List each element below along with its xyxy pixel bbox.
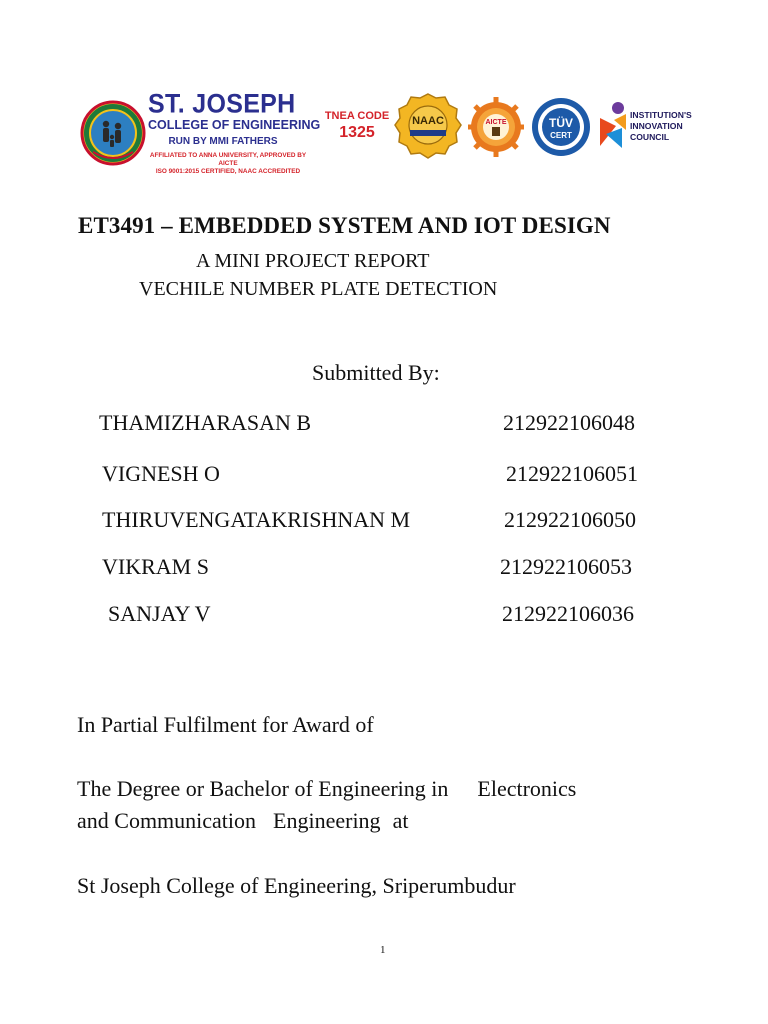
college-run-by: RUN BY MMI FATHERS xyxy=(168,136,278,147)
affiliation-line-1: AFFILIATED TO ANNA UNIVERSITY, APPROVED BY AICTE xyxy=(149,152,307,167)
degree-line-2 xyxy=(77,808,408,834)
student-reg-number: 212922106036 xyxy=(502,601,634,626)
innovation-council-logo-icon xyxy=(596,100,630,154)
affiliation-line-2: ISO 9001:2015 CERTIFIED, NAAC ACCREDITED xyxy=(155,168,301,175)
tuv-cert-badge-icon xyxy=(530,96,592,158)
fulfilment-statement: In Partial Fulfilment for Award of xyxy=(77,712,374,737)
aicte-badge-icon xyxy=(468,94,524,160)
svg-text:TÜV: TÜV xyxy=(549,116,573,130)
iic-line-1: INSTITUTION'S xyxy=(630,110,692,120)
student-name: VIKRAM S xyxy=(102,554,209,579)
student-name: VIGNESH O xyxy=(102,461,220,486)
naac-badge-icon xyxy=(392,92,464,162)
svg-text:NAAC: NAAC xyxy=(412,115,444,127)
iic-line-3: COUNCIL xyxy=(630,132,670,142)
tnea-code-block xyxy=(324,110,390,143)
degree-line-2-text: and Communication xyxy=(77,808,257,833)
college-banner xyxy=(80,88,690,178)
project-title: VECHILE NUMBER PLATE DETECTION xyxy=(139,278,498,300)
submitted-by-heading: Submitted By: xyxy=(312,360,440,385)
mmi-foundation-emblem-icon xyxy=(80,88,146,178)
svg-text:CERT: CERT xyxy=(550,131,572,140)
degree-line-1 xyxy=(77,776,576,802)
innovation-council-label xyxy=(630,110,692,143)
student-reg-number: 212922106050 xyxy=(504,507,636,532)
degree-line-1-text: The Degree or Bachelor of Engineering in xyxy=(77,776,449,801)
student-reg-number: 212922106051 xyxy=(506,461,638,486)
course-title: ET3491 – EMBEDDED SYSTEM AND IOT DESIGN xyxy=(78,213,611,238)
svg-text:AICTE: AICTE xyxy=(485,119,507,126)
college-name: ST. JOSEPH xyxy=(148,88,296,120)
degree-line-2-at: at xyxy=(392,808,409,833)
page-number: 1 xyxy=(380,944,386,956)
institution-name: St Joseph College of Engineering, Sriperumbudur xyxy=(77,873,516,898)
report-type: A MINI PROJECT REPORT xyxy=(196,250,430,272)
tnea-code-value: 1325 xyxy=(339,124,375,141)
college-subtitle: COLLEGE OF ENGINEERING xyxy=(148,118,321,132)
student-reg-number: 212922106053 xyxy=(500,554,632,579)
student-name: THAMIZHARASAN B xyxy=(99,410,312,435)
student-name: THIRUVENGATAKRISHNAN M xyxy=(102,507,411,532)
tnea-code-label: TNEA CODE xyxy=(324,110,390,122)
degree-line-2-engineering: Engineering xyxy=(273,808,381,833)
iic-line-2: INNOVATION xyxy=(630,121,683,131)
student-reg-number: 212922106048 xyxy=(503,410,635,435)
degree-discipline: Electronics xyxy=(477,776,577,801)
student-name: SANJAY V xyxy=(108,601,211,626)
